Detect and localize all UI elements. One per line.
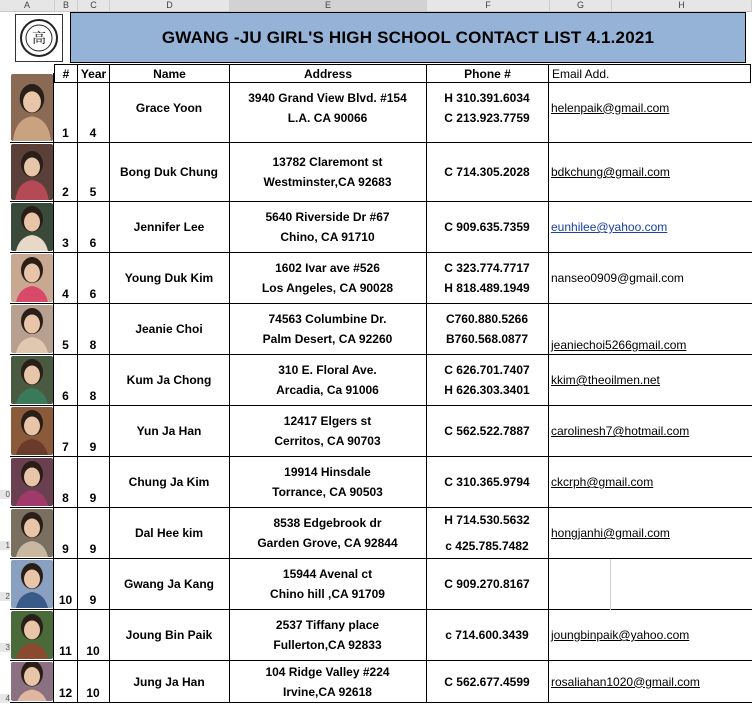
address-line-1: 12417 Elgers st bbox=[283, 414, 372, 428]
address-line-1: 74563 Columbine Dr. bbox=[268, 312, 387, 326]
address-cell[interactable] bbox=[229, 508, 427, 559]
address-cell[interactable] bbox=[229, 202, 427, 253]
address-line-2: Cerritos, CA 90703 bbox=[274, 434, 381, 448]
number-cell[interactable] bbox=[54, 661, 78, 703]
number-cell[interactable] bbox=[54, 143, 78, 202]
email-link[interactable]: ckcrph@gmail.com bbox=[551, 475, 654, 489]
row-number-value: 6 bbox=[62, 389, 69, 403]
member-photo bbox=[11, 458, 53, 506]
year-value: 10 bbox=[86, 686, 100, 700]
year-value: 8 bbox=[89, 338, 97, 352]
row-number-value: 3 bbox=[62, 236, 69, 250]
table-row bbox=[10, 559, 752, 610]
member-photo bbox=[11, 305, 53, 353]
name-cell[interactable] bbox=[109, 253, 230, 304]
phone-cell[interactable] bbox=[426, 406, 549, 457]
address-cell[interactable] bbox=[229, 355, 427, 406]
table-row bbox=[10, 143, 752, 202]
address-cell[interactable] bbox=[229, 73, 427, 143]
member-photo bbox=[11, 662, 53, 701]
column-letter-f[interactable]: F bbox=[427, 0, 550, 11]
member-photo bbox=[11, 144, 53, 200]
person-photo-icon bbox=[11, 458, 53, 506]
person-photo-icon bbox=[11, 509, 53, 557]
phone-cell[interactable] bbox=[426, 253, 549, 304]
photo-cell bbox=[10, 559, 54, 610]
year-cell[interactable] bbox=[77, 73, 110, 143]
address-line-2: Los Angeles, CA 90028 bbox=[261, 281, 394, 295]
phone-primary: H 714.530.5632 bbox=[444, 513, 530, 527]
year-cell[interactable] bbox=[77, 355, 110, 406]
year-cell[interactable] bbox=[77, 508, 110, 559]
email-cell[interactable] bbox=[548, 143, 752, 202]
email-link[interactable]: helenpaik@gmail.com bbox=[551, 100, 670, 115]
year-value: 9 bbox=[89, 542, 97, 556]
address-line-2: Westminster,CA 92683 bbox=[263, 175, 392, 189]
email-cell[interactable] bbox=[548, 202, 752, 253]
member-name: Bong Duk Chung bbox=[120, 165, 218, 179]
address-cell[interactable] bbox=[229, 143, 427, 202]
photo-cell bbox=[10, 202, 54, 253]
photo-cell bbox=[10, 508, 54, 559]
column-letter-b[interactable]: B bbox=[55, 0, 78, 11]
phone-cell[interactable] bbox=[426, 508, 549, 559]
email-cell[interactable] bbox=[548, 661, 752, 703]
header-year[interactable]: Year bbox=[77, 64, 110, 83]
header-email[interactable]: Email Add. bbox=[548, 64, 751, 83]
spreadsheet-grid bbox=[10, 11, 752, 714]
member-name: Chung Ja Kim bbox=[128, 475, 210, 489]
phone-primary: C760.880.5266 bbox=[445, 312, 529, 326]
address-line-2: Torrance, CA 90503 bbox=[272, 485, 383, 499]
row-number-value: 7 bbox=[62, 440, 69, 454]
year-cell[interactable] bbox=[77, 304, 110, 355]
phone-cell[interactable] bbox=[426, 202, 549, 253]
address-cell[interactable] bbox=[229, 457, 427, 508]
address-line-1: 310 E. Floral Ave. bbox=[278, 363, 377, 377]
email-cell[interactable] bbox=[548, 73, 752, 143]
year-cell[interactable] bbox=[77, 253, 110, 304]
address-line-1: 1602 Ivar ave #526 bbox=[275, 261, 380, 275]
phone-primary: C 714.305.2028 bbox=[444, 165, 530, 179]
phone-primary: C 562.522.7887 bbox=[444, 424, 530, 438]
year-value: 10 bbox=[86, 644, 100, 658]
table-row bbox=[10, 202, 752, 253]
year-cell[interactable] bbox=[77, 143, 110, 202]
header-phone[interactable]: Phone # bbox=[426, 64, 549, 83]
table-row bbox=[10, 406, 752, 457]
address-cell[interactable] bbox=[229, 661, 427, 703]
name-cell[interactable] bbox=[109, 406, 230, 457]
email-cell[interactable] bbox=[548, 457, 752, 508]
column-letter-d[interactable]: D bbox=[110, 0, 230, 11]
phone-cell[interactable] bbox=[426, 355, 549, 406]
row-number-value: 12 bbox=[58, 686, 73, 700]
photo-cell bbox=[10, 143, 54, 202]
phone-secondary: B760.568.0877 bbox=[445, 332, 529, 346]
table-row bbox=[10, 661, 752, 703]
address-line-1: 13782 Claremont st bbox=[272, 155, 383, 169]
number-cell[interactable] bbox=[54, 457, 78, 508]
table-row bbox=[10, 304, 752, 355]
photo-cell bbox=[10, 661, 54, 703]
number-cell[interactable] bbox=[54, 355, 78, 406]
logo-text: 高 bbox=[32, 31, 46, 47]
address-cell[interactable] bbox=[229, 304, 427, 355]
email-link[interactable]: eunhilee@yahoo.com bbox=[551, 220, 668, 234]
table-row bbox=[10, 508, 752, 559]
member-name: Grace Yoon bbox=[135, 100, 203, 115]
member-name: Jennifer Lee bbox=[133, 220, 205, 234]
year-cell[interactable] bbox=[77, 610, 110, 661]
row-number-value: 5 bbox=[62, 338, 69, 352]
title-band[interactable] bbox=[70, 12, 746, 63]
name-cell[interactable] bbox=[109, 304, 230, 355]
photo-cell bbox=[10, 355, 54, 406]
year-value: 9 bbox=[89, 440, 97, 454]
name-cell[interactable] bbox=[109, 610, 230, 661]
column-letter-g[interactable]: G bbox=[550, 0, 612, 11]
phone-cell[interactable] bbox=[426, 610, 549, 661]
email-link[interactable]: bdkchung@gmail.com bbox=[551, 165, 670, 179]
column-letter-a[interactable]: A bbox=[0, 0, 55, 11]
phone-secondary: C 213.923.7759 bbox=[444, 110, 530, 125]
year-cell[interactable] bbox=[77, 559, 110, 610]
member-photo bbox=[11, 356, 53, 404]
column-letter-h[interactable]: H bbox=[612, 0, 752, 11]
person-photo-icon bbox=[11, 356, 53, 404]
address-line-2: Chino, CA 91710 bbox=[280, 230, 375, 244]
photo-cell bbox=[10, 457, 54, 508]
email-link[interactable]: nanseo0909@gmail.com bbox=[551, 271, 684, 285]
email-cell[interactable] bbox=[548, 610, 752, 661]
number-cell[interactable] bbox=[54, 559, 78, 610]
header-number[interactable]: # bbox=[54, 64, 78, 83]
phone-primary: C 323.774.7717 bbox=[444, 261, 530, 275]
phone-secondary: H 626.303.3401 bbox=[444, 383, 530, 397]
name-cell[interactable] bbox=[109, 661, 230, 703]
member-name: Young Duk Kim bbox=[124, 271, 214, 285]
email-link[interactable]: joungbinpaik@yahoo.com bbox=[551, 628, 690, 642]
year-value: 9 bbox=[89, 593, 97, 607]
row-number-label[interactable]: 3 bbox=[0, 643, 10, 652]
member-photo bbox=[11, 560, 53, 608]
photo-cell bbox=[10, 406, 54, 457]
row-number-value: 11 bbox=[59, 644, 72, 658]
phone-primary: C 562.677.4599 bbox=[444, 674, 530, 689]
phone-cell[interactable] bbox=[426, 73, 549, 143]
year-cell[interactable] bbox=[77, 457, 110, 508]
member-name: Dal Hee kim bbox=[134, 526, 204, 540]
name-cell[interactable] bbox=[109, 73, 230, 143]
year-value: 6 bbox=[89, 236, 97, 250]
phone-cell[interactable] bbox=[426, 457, 549, 508]
photo-cell bbox=[10, 73, 54, 143]
email-link[interactable]: kkim@theoilmen.net bbox=[551, 373, 660, 387]
number-cell[interactable] bbox=[54, 253, 78, 304]
row-number-value: 8 bbox=[62, 491, 69, 505]
year-value: 8 bbox=[89, 389, 97, 403]
address-line-2: Palm Desert, CA 92260 bbox=[262, 332, 393, 346]
person-photo-icon bbox=[11, 203, 53, 251]
email-cell[interactable] bbox=[548, 559, 752, 610]
person-photo-icon bbox=[11, 144, 53, 200]
year-value: 6 bbox=[89, 287, 97, 301]
address-cell[interactable] bbox=[229, 253, 427, 304]
email-cell[interactable] bbox=[548, 406, 752, 457]
email-link[interactable]: carolinesh7@hotmail.com bbox=[551, 424, 690, 438]
address-line-2: L.A. CA 90066 bbox=[287, 110, 368, 125]
email-cell[interactable] bbox=[548, 508, 752, 559]
address-line-1: 19914 Hinsdale bbox=[284, 465, 371, 479]
table-row bbox=[10, 73, 752, 143]
header-address[interactable]: Address bbox=[229, 64, 427, 83]
phone-primary: c 714.600.3439 bbox=[445, 628, 529, 642]
address-line-1: 3940 Grand View Blvd. #154 bbox=[248, 90, 407, 105]
column-letter-e[interactable]: E bbox=[230, 0, 427, 11]
year-value: 9 bbox=[89, 491, 97, 505]
year-cell[interactable] bbox=[77, 661, 110, 703]
table-row bbox=[10, 610, 752, 661]
member-name: Yun Ja Han bbox=[136, 424, 202, 438]
email-cell[interactable] bbox=[548, 304, 752, 355]
member-name: Jung Ja Han bbox=[133, 674, 205, 689]
school-emblem-icon bbox=[19, 18, 59, 58]
address-line-2: Fullerton,CA 92833 bbox=[273, 638, 382, 652]
name-cell[interactable] bbox=[109, 457, 230, 508]
number-cell[interactable] bbox=[54, 406, 78, 457]
sheet-title: GWANG -JU GIRL'S HIGH SCHOOL CONTACT LIST 4.1.2021 bbox=[161, 27, 655, 47]
address-line-1: 8538 Edgebrook dr bbox=[273, 516, 382, 530]
address-line-2: Chino hill ,CA 91709 bbox=[270, 587, 385, 601]
school-logo bbox=[15, 14, 63, 62]
member-photo bbox=[11, 509, 53, 557]
table-row bbox=[10, 457, 752, 508]
name-cell[interactable] bbox=[109, 559, 230, 610]
phone-primary: H 310.391.6034 bbox=[444, 90, 530, 105]
member-photo bbox=[11, 254, 53, 302]
name-cell[interactable] bbox=[109, 508, 230, 559]
name-cell[interactable] bbox=[109, 143, 230, 202]
row-number-label[interactable]: 0 bbox=[0, 490, 10, 499]
email-link[interactable]: rosaliahan1020@gmail.com bbox=[551, 674, 700, 689]
name-cell[interactable] bbox=[109, 202, 230, 253]
phone-primary: C 909.270.8167 bbox=[444, 577, 530, 591]
address-line-1: 104 Ridge Valley #224 bbox=[265, 664, 390, 679]
phone-secondary: H 818.489.1949 bbox=[444, 281, 530, 295]
year-value: 4 bbox=[89, 126, 97, 140]
address-line-1: 15944 Avenal ct bbox=[282, 567, 373, 581]
header-name[interactable]: Name bbox=[109, 64, 230, 83]
phone-cell[interactable] bbox=[426, 661, 549, 703]
name-cell[interactable] bbox=[109, 355, 230, 406]
table-row bbox=[10, 355, 752, 406]
address-cell[interactable] bbox=[229, 610, 427, 661]
email-cell[interactable] bbox=[548, 355, 752, 406]
photo-cell bbox=[10, 610, 54, 661]
row-number-value: 10 bbox=[58, 593, 73, 607]
member-photo bbox=[11, 74, 53, 141]
member-photo bbox=[11, 203, 53, 251]
phone-primary: C 310.365.9794 bbox=[444, 475, 530, 489]
phone-primary: C 909.635.7359 bbox=[444, 220, 530, 234]
address-line-2: Garden Grove, CA 92844 bbox=[257, 536, 398, 550]
person-photo-icon bbox=[11, 560, 53, 608]
number-cell[interactable] bbox=[54, 73, 78, 143]
member-name: Jeanie Choi bbox=[135, 322, 203, 336]
row-number-value: 4 bbox=[62, 287, 69, 301]
email-link[interactable]: hongjanhi@gmail.com bbox=[551, 526, 670, 540]
member-name: Joung Bin Paik bbox=[125, 628, 213, 642]
table-row bbox=[10, 253, 752, 304]
row-number-label[interactable]: 1 bbox=[0, 541, 10, 550]
person-photo-icon bbox=[11, 254, 53, 302]
person-photo-icon bbox=[11, 611, 53, 659]
address-line-2: Arcadia, Ca 91006 bbox=[276, 383, 379, 397]
number-cell[interactable] bbox=[54, 202, 78, 253]
address-line-1: 2537 Tiffany place bbox=[275, 618, 380, 632]
column-letter-c[interactable]: C bbox=[78, 0, 110, 11]
phone-cell[interactable] bbox=[426, 559, 549, 610]
member-photo bbox=[11, 407, 53, 455]
member-name: Kum Ja Chong bbox=[126, 373, 212, 387]
number-cell[interactable] bbox=[54, 610, 78, 661]
number-cell[interactable] bbox=[54, 508, 78, 559]
email-cell[interactable] bbox=[548, 253, 752, 304]
member-photo bbox=[11, 611, 53, 659]
row-number-label[interactable]: 2 bbox=[0, 592, 10, 601]
photo-cell bbox=[10, 253, 54, 304]
row-number-value: 9 bbox=[62, 542, 69, 556]
year-value: 5 bbox=[89, 185, 97, 199]
year-cell[interactable] bbox=[77, 406, 110, 457]
gridline bbox=[610, 559, 611, 610]
phone-primary: C 626.701.7407 bbox=[444, 363, 530, 377]
phone-secondary: c 425.785.7482 bbox=[445, 539, 529, 553]
member-name: Gwang Ja Kang bbox=[123, 577, 215, 591]
photo-cell bbox=[10, 304, 54, 355]
person-photo-icon bbox=[11, 305, 53, 353]
email-link[interactable]: jeaniechoi5266gmail.com bbox=[551, 338, 687, 352]
row-number-label[interactable]: 4 bbox=[0, 694, 10, 703]
phone-cell[interactable] bbox=[426, 304, 549, 355]
person-photo-icon bbox=[11, 407, 53, 455]
number-cell[interactable] bbox=[54, 304, 78, 355]
person-photo-icon bbox=[11, 74, 53, 141]
year-cell[interactable] bbox=[77, 202, 110, 253]
phone-cell[interactable] bbox=[426, 143, 549, 202]
row-number-value: 2 bbox=[62, 185, 69, 199]
address-cell[interactable] bbox=[229, 559, 427, 610]
address-line-2: Irvine,CA 92618 bbox=[283, 684, 372, 699]
address-cell[interactable] bbox=[229, 406, 427, 457]
address-line-1: 5640 Riverside Dr #67 bbox=[265, 210, 390, 224]
row-number-value: 1 bbox=[62, 126, 69, 140]
person-photo-icon bbox=[11, 662, 53, 701]
